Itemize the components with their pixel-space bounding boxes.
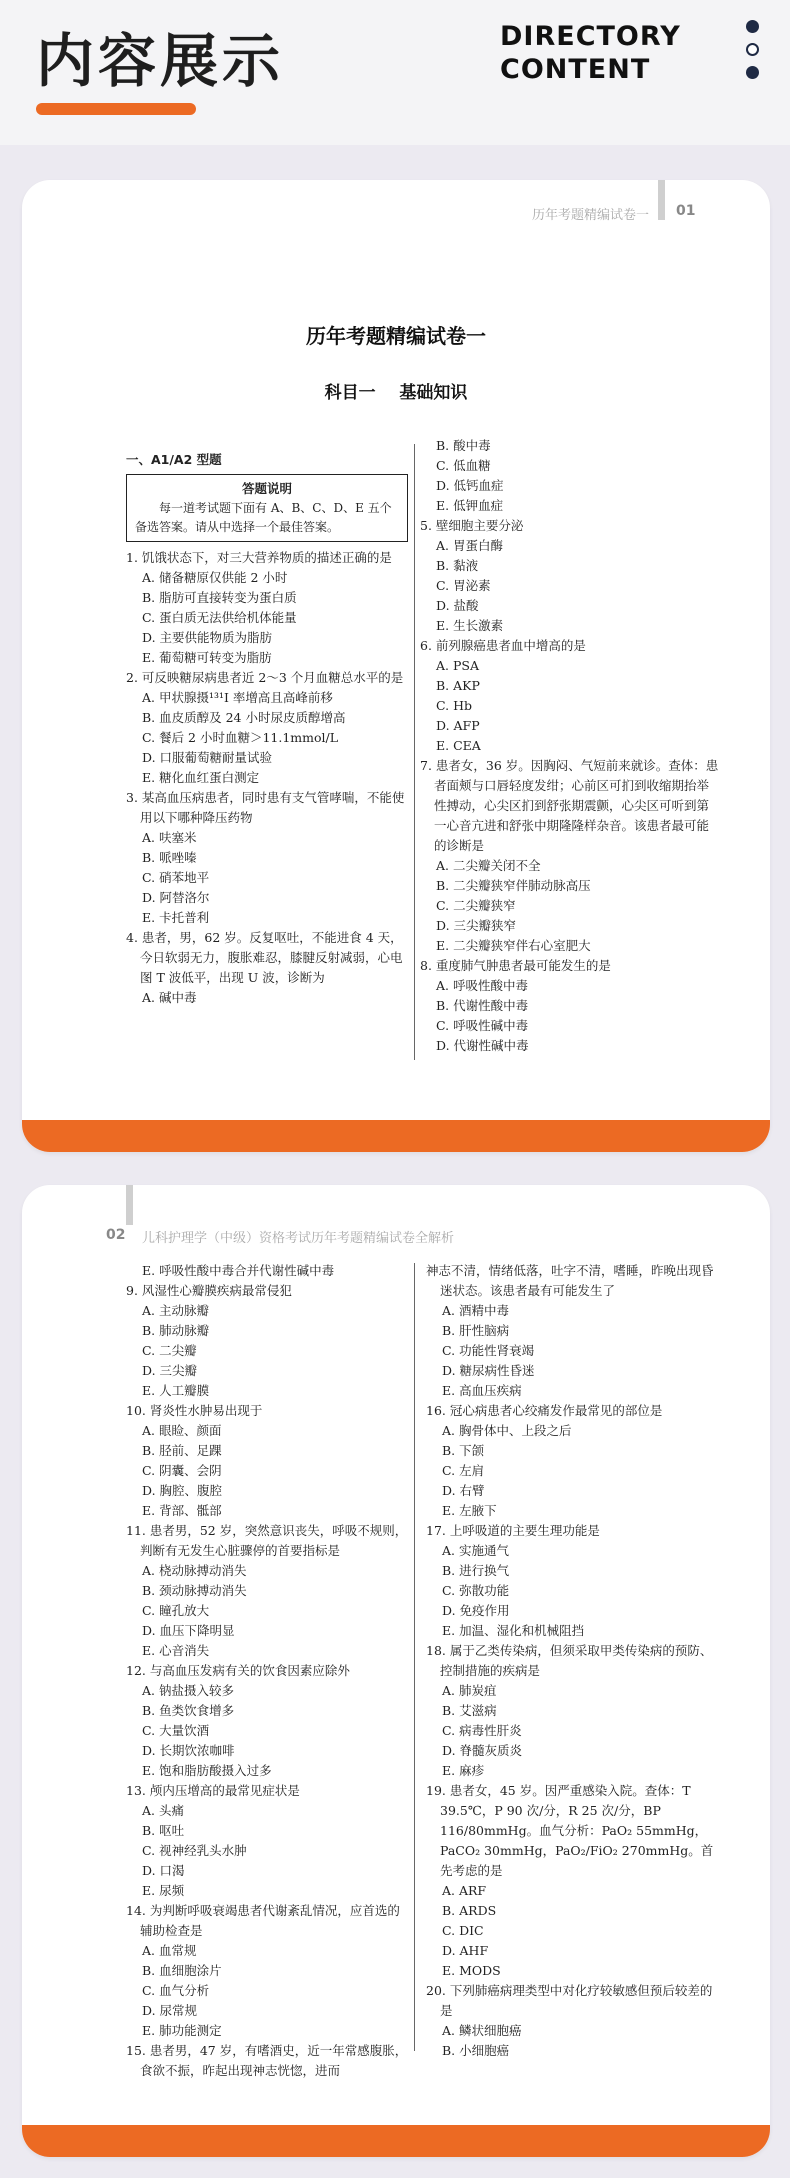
answer-option: A. 主动脉瓣 xyxy=(142,1303,209,1318)
question-stem: 14. 为判断呼吸衰竭患者代谢紊乱情况，应首选的辅助检查是 xyxy=(126,1903,400,1938)
answer-option: E. 饱和脂肪酸摄入过多 xyxy=(142,1763,272,1778)
question-item xyxy=(126,1661,408,1781)
running-header xyxy=(142,1227,454,1246)
header-bar xyxy=(126,1185,133,1225)
answer-option: B. 下颌 xyxy=(442,1443,485,1458)
question-list xyxy=(426,1261,722,2061)
question-item xyxy=(426,1521,722,1641)
question-stem: 12. 与高血压发病有关的饮食因素应除外 xyxy=(126,1663,350,1678)
answer-option: A. 甲状腺摄¹³¹I 率增高且高峰前移 xyxy=(142,690,333,705)
question-item xyxy=(420,956,720,1056)
book-page-1 xyxy=(22,180,770,1152)
page2-right-column xyxy=(426,1261,722,2061)
header-en-line2: CONTENT xyxy=(500,54,651,85)
answer-option: E. CEA xyxy=(436,738,481,753)
answer-option: B. 呕吐 xyxy=(142,1823,185,1838)
answer-option: D. 脊髓灰质炎 xyxy=(442,1743,523,1758)
header-en-title xyxy=(500,20,681,86)
answer-option: D. 右臂 xyxy=(442,1483,485,1498)
answer-option: C. 大量饮酒 xyxy=(142,1723,210,1738)
answer-option: B. 小细胞癌 xyxy=(442,2043,510,2058)
question-item xyxy=(426,1261,722,1401)
answer-option: C. 呼吸性碱中毒 xyxy=(436,1018,529,1033)
running-title: 历年考题精编试卷一 xyxy=(532,208,650,223)
answer-option: B. 胫前、足踝 xyxy=(142,1443,222,1458)
answer-option: D. 三尖瓣狭窄 xyxy=(436,918,517,933)
answer-option: E. 心音消失 xyxy=(142,1643,210,1658)
answer-option: B. 颈动脉搏动消失 xyxy=(142,1583,247,1598)
answer-option: B. ARDS xyxy=(442,1903,497,1918)
question-item xyxy=(126,2041,408,2081)
answer-option: D. 血压下降明显 xyxy=(142,1623,235,1638)
page2-left-column xyxy=(126,1261,408,2081)
paper-title: 历年考题精编试卷一 xyxy=(306,324,486,348)
answer-option: C. DIC xyxy=(442,1923,484,1938)
answer-option: B. 肺动脉瓣 xyxy=(142,1323,210,1338)
answer-option: E. MODS xyxy=(442,1963,501,1978)
question-list xyxy=(126,1261,408,2081)
question-stem: 1. 饥饿状态下，对三大营养物质的描述正确的是 xyxy=(126,550,392,565)
question-stem: 10. 肾炎性水肿易出现于 xyxy=(126,1403,263,1418)
answer-option: C. 血气分析 xyxy=(142,1983,210,1998)
question-item xyxy=(126,1261,408,1281)
answer-option: A. 鳞状细胞癌 xyxy=(442,2023,522,2038)
question-stem: 8. 重度肺气肿患者最可能发生的是 xyxy=(420,958,611,973)
answer-option: D. 口渴 xyxy=(142,1863,185,1878)
header-banner xyxy=(0,0,790,145)
answer-option: B. 二尖瓣狭窄伴肺动脉高压 xyxy=(436,878,591,893)
answer-option: C. 低血糖 xyxy=(436,458,491,473)
answer-option: D. AHF xyxy=(442,1943,489,1958)
page-footer-band xyxy=(22,2125,770,2157)
answer-option: D. 糖尿病性昏迷 xyxy=(442,1363,535,1378)
answer-option: B. AKP xyxy=(436,678,480,693)
answer-option: B. 脂肪可直接转变为蛋白质 xyxy=(142,590,297,605)
answer-option: E. 背部、骶部 xyxy=(142,1503,222,1518)
question-list xyxy=(420,436,720,1056)
question-item xyxy=(126,548,408,668)
dot-icon[interactable] xyxy=(746,20,759,33)
question-item xyxy=(420,756,720,956)
question-stem: 7. 患者女，36 岁。因胸闷、气短前来就诊。查体：患者面颊与口唇轻度发绀；心前区可扪到收缩期抬举性搏动，心尖区扪到舒张期震颤，心尖区可听到第一心音亢进和舒张中期隆隆样杂音。该患者最可能的诊断是 xyxy=(420,758,719,853)
question-stem: 20. 下列肺癌病理类型中对化疗较敏感但预后较差的是 xyxy=(426,1983,713,2018)
answer-option: D. AFP xyxy=(436,718,480,733)
column-divider xyxy=(414,444,415,1060)
answer-option: E. 加温、湿化和机械阻挡 xyxy=(442,1623,585,1638)
answer-option: A. 肺炭疽 xyxy=(442,1683,497,1698)
instruction-box xyxy=(126,474,408,542)
question-item xyxy=(126,1281,408,1401)
dot-icon[interactable] xyxy=(746,43,759,56)
answer-option: C. 左肩 xyxy=(442,1463,485,1478)
answer-option: D. 主要供能物质为脂肪 xyxy=(142,630,273,645)
answer-option: A. 呼吸性酸中毒 xyxy=(436,978,528,993)
answer-option: D. 阿替洛尔 xyxy=(142,890,210,905)
answer-option: B. 进行换气 xyxy=(442,1563,510,1578)
subject-title: 科目一 基础知识 xyxy=(324,383,468,403)
running-header xyxy=(532,204,649,223)
question-stem: 19. 患者女，45 岁。因严重感染入院。查体：T 39.5℃，P 90 次/分，R 25 次/分，BP 116/80mmHg。血气分析：PaO₂ 55mmHg，PaCO₂ 30mmHg，PaO₂/FiO₂ 270mmHg。首先考虑的是 xyxy=(426,1783,714,1878)
question-stem: 9. 风湿性心瓣膜疾病最常侵犯 xyxy=(126,1283,292,1298)
question-item xyxy=(126,1401,408,1521)
answer-option: C. 阴囊、会阴 xyxy=(142,1463,222,1478)
question-stem: 3. 某高血压病患者，同时患有支气管哮喘，不能使用以下哪种降压药物 xyxy=(126,790,405,825)
answer-option: A. 储备糖原仅供能 2 小时 xyxy=(142,570,288,585)
question-stem: 15. 患者男，47 岁，有嗜酒史，近一年常感腹胀，食欲不振，昨起出现神志恍惚，进而 xyxy=(126,2043,408,2078)
question-stem: 13. 颅内压增高的最常见症状是 xyxy=(126,1783,300,1798)
answer-option: B. 肝性脑病 xyxy=(442,1323,510,1338)
answer-option: A. 实施通气 xyxy=(442,1543,509,1558)
answer-option: B. 鱼类饮食增多 xyxy=(142,1703,235,1718)
answer-option: A. 胃蛋白酶 xyxy=(436,538,503,553)
answer-option: B. 黏液 xyxy=(436,558,479,573)
answer-option: A. 酒精中毒 xyxy=(442,1303,509,1318)
answer-option: E. 呼吸性酸中毒合并代谢性碱中毒 xyxy=(142,1263,335,1278)
answer-option: C. 弥散功能 xyxy=(442,1583,510,1598)
question-item xyxy=(426,1641,722,1781)
answer-option: A. 碱中毒 xyxy=(142,990,197,1005)
question-item xyxy=(126,928,408,1008)
question-item xyxy=(426,1401,722,1521)
answer-option: A. 头痛 xyxy=(142,1803,184,1818)
answer-option: E. 卡托普利 xyxy=(142,910,210,925)
answer-option: E. 低钾血症 xyxy=(436,498,504,513)
answer-option: C. Hb xyxy=(436,698,472,713)
question-stem: 5. 壁细胞主要分泌 xyxy=(420,518,524,533)
answer-option: C. 视神经乳头水肿 xyxy=(142,1843,247,1858)
page1-left-column xyxy=(126,450,408,1008)
question-stem: 17. 上呼吸道的主要生理功能是 xyxy=(426,1523,600,1538)
answer-option: E. 尿频 xyxy=(142,1883,185,1898)
question-stem: 6. 前列腺癌患者血中增高的是 xyxy=(420,638,586,653)
book-page-2 xyxy=(22,1185,770,2157)
answer-option: D. 长期饮浓咖啡 xyxy=(142,1743,235,1758)
answer-option: A. 眼睑、颜面 xyxy=(142,1423,222,1438)
answer-option: C. 瞳孔放大 xyxy=(142,1603,210,1618)
dot-icon[interactable] xyxy=(746,66,759,79)
answer-option: D. 低钙血症 xyxy=(436,478,504,493)
answer-option: D. 免疫作用 xyxy=(442,1603,510,1618)
answer-option: C. 胃泌素 xyxy=(436,578,491,593)
answer-option: A. 呋塞米 xyxy=(142,830,197,845)
question-item xyxy=(126,1521,408,1661)
answer-option: D. 口服葡萄糖耐量试验 xyxy=(142,750,273,765)
answer-option: E. 葡萄糖可转变为脂肪 xyxy=(142,650,272,665)
instruction-title: 答题说明 xyxy=(241,481,292,496)
header-bar xyxy=(658,180,665,220)
answer-option: E. 高血压疾病 xyxy=(442,1383,522,1398)
answer-option: D. 三尖瓣 xyxy=(142,1363,198,1378)
header-en-line1: DIRECTORY xyxy=(500,21,681,52)
page-number: 01 xyxy=(676,203,696,219)
question-item xyxy=(126,668,408,788)
answer-option: A. PSA xyxy=(436,658,479,673)
answer-option: C. 硝苯地平 xyxy=(142,870,210,885)
question-stem: 18. 属于乙类传染病，但须采取甲类传染病的预防、控制措施的疾病是 xyxy=(426,1643,713,1678)
question-stem: 11. 患者男，52 岁，突然意识丧失，呼吸不规则，判断有无发生心脏骤停的首要指标是 xyxy=(126,1523,408,1558)
answer-option: D. 盐酸 xyxy=(436,598,479,613)
answer-option: A. 桡动脉搏动消失 xyxy=(142,1563,247,1578)
title-underline xyxy=(36,103,196,115)
answer-option: E. 生长激素 xyxy=(436,618,504,633)
question-list xyxy=(126,548,408,1008)
answer-option: E. 糖化血红蛋白测定 xyxy=(142,770,260,785)
question-item xyxy=(126,788,408,928)
answer-option: C. 蛋白质无法供给机体能量 xyxy=(142,610,297,625)
answer-option: D. 代谢性碱中毒 xyxy=(436,1038,529,1053)
answer-option: A. 二尖瓣关闭不全 xyxy=(436,858,541,873)
answer-option: C. 二尖瓣狭窄 xyxy=(436,898,516,913)
question-stem: 神志不清，情绪低落，吐字不清，嗜睡，昨晚出现昏迷状态。该患者最有可能发生了 xyxy=(426,1263,714,1298)
question-stem: 4. 患者，男，62 岁。反复呕吐，不能进食 4 天，今日软弱无力，腹胀难忍，膝腱反射减弱，心电图 T 波低平，出现 U 波，诊断为 xyxy=(126,930,403,985)
answer-option: D. 尿常规 xyxy=(142,2003,198,2018)
pagination-dots xyxy=(746,20,760,89)
page1-right-column xyxy=(420,436,720,1056)
answer-option: E. 左腋下 xyxy=(442,1503,497,1518)
answer-option: B. 哌唑嗪 xyxy=(142,850,197,865)
question-item xyxy=(420,636,720,756)
running-title: 儿科护理学（中级）资格考试历年考题精编试卷全解析 xyxy=(142,1231,455,1246)
answer-option: C. 二尖瓣 xyxy=(142,1343,197,1358)
answer-option: E. 人工瓣膜 xyxy=(142,1383,210,1398)
answer-option: C. 病毒性肝炎 xyxy=(442,1723,522,1738)
question-item xyxy=(426,1781,722,1981)
answer-option: B. 酸中毒 xyxy=(436,438,491,453)
question-stem: 16. 冠心病患者心绞痛发作最常见的部位是 xyxy=(426,1403,663,1418)
answer-option: B. 血细胞涂片 xyxy=(142,1963,222,1978)
answer-option: E. 麻疹 xyxy=(442,1763,485,1778)
page-number: 02 xyxy=(106,1227,126,1243)
page-footer-band xyxy=(22,1120,770,1152)
answer-option: B. 艾滋病 xyxy=(442,1703,497,1718)
question-item xyxy=(420,516,720,636)
answer-option: B. 代谢性酸中毒 xyxy=(436,998,529,1013)
section-heading: 一、A1/A2 型题 xyxy=(126,452,222,467)
question-item xyxy=(126,1781,408,1901)
answer-option: A. 胸骨体中、上段之后 xyxy=(442,1423,572,1438)
question-stem: 2. 可反映糖尿病患者近 2～3 个月血糖总水平的是 xyxy=(126,670,404,685)
answer-option: B. 血皮质醇及 24 小时尿皮质醇增高 xyxy=(142,710,346,725)
answer-option: C. 功能性肾衰竭 xyxy=(442,1343,535,1358)
answer-option: E. 二尖瓣狭窄伴右心室肥大 xyxy=(436,938,591,953)
answer-option: A. 钠盐摄入较多 xyxy=(142,1683,234,1698)
answer-option: C. 餐后 2 小时血糖＞11.1mmol/L xyxy=(142,730,339,745)
instruction-body: 每一道考试题下面有 A、B、C、D、E 五个备选答案。请从中选择一个最佳答案。 xyxy=(135,501,392,534)
question-item xyxy=(420,436,720,516)
answer-option: D. 胸腔、腹腔 xyxy=(142,1483,223,1498)
answer-option: E. 肺功能测定 xyxy=(142,2023,222,2038)
column-divider xyxy=(414,1263,415,2051)
answer-option: A. ARF xyxy=(442,1883,487,1898)
question-item xyxy=(426,1981,722,2061)
question-item xyxy=(126,1901,408,2041)
header-title: 内容展示 xyxy=(36,27,285,95)
answer-option: A. 血常规 xyxy=(142,1943,197,1958)
